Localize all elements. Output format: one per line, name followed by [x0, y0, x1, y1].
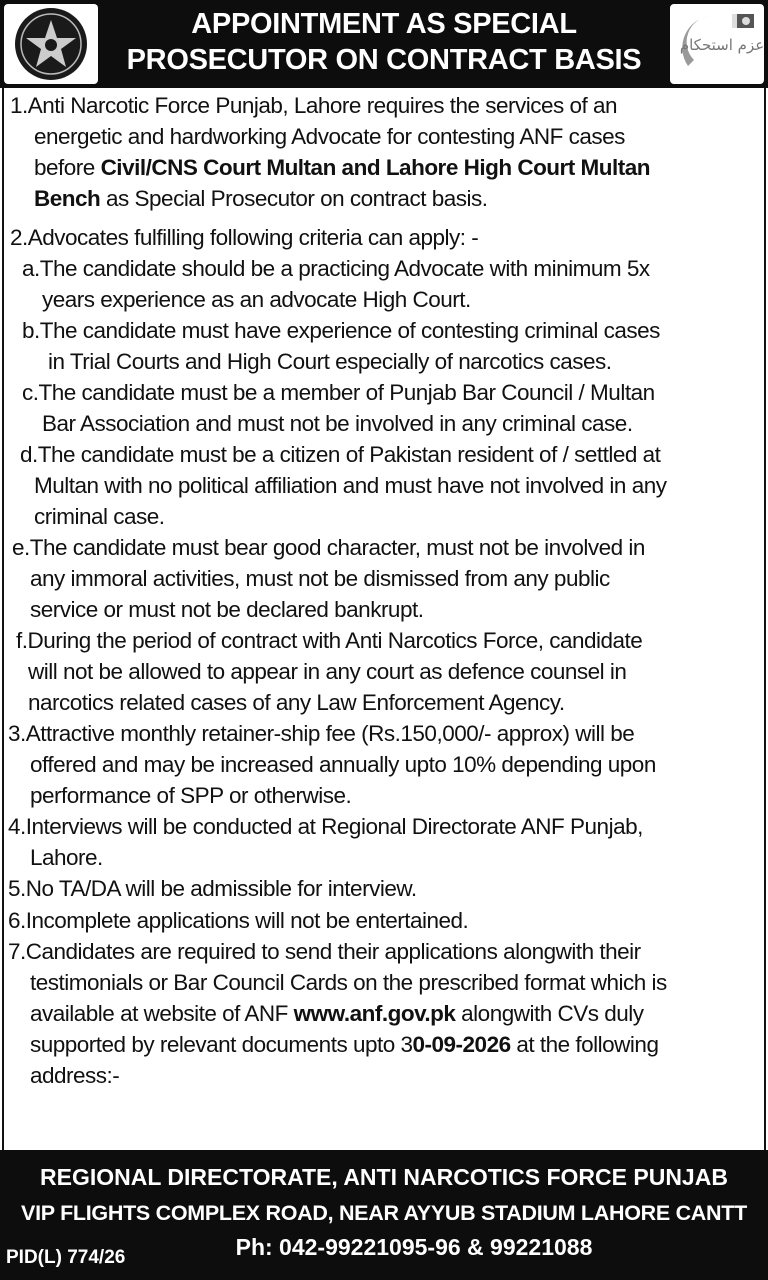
paragraph-6: 6.Incomplete applications will not be entertained. — [8, 908, 469, 933]
paragraph-1: 1.Anti Narcotic Force Punjab, Lahore requires the services of an energetic and hardworking Advocate for contesting ANF cases before Civil/CNS Court Multan and Lahore High Court Multan Bench as Special Prosecutor on contract basis. — [10, 93, 651, 211]
criterion-e: e.The candidate must bear good character, must not be involved in any immoral activities, must not be dismissed from any public service or must not be declared bankrupt. — [12, 535, 645, 622]
anf-emblem-icon — [4, 4, 98, 84]
footer-address: VIP FLIGHTS COMPLEX ROAD, NEAR AYYUB STADIUM LAHORE CANTT — [21, 1201, 747, 1225]
page-title — [100, 6, 668, 78]
footer-directorate: REGIONAL DIRECTORATE, ANTI NARCOTICS FORCE PUNJAB — [40, 1164, 728, 1190]
criterion-c: c.The candidate must be a member of Punjab Bar Council / Multan Bar Association and must not be involved in any criminal case. — [22, 380, 655, 436]
logo-urdu-text: عزم استحکام — [679, 36, 764, 54]
paragraph-2: 2.Advocates fulfilling following criteria can apply: - — [10, 225, 479, 250]
criterion-f: f.During the period of contract with Anti Narcotics Force, candidate will not be allowed to appear in any court as defence counsel in narcotics related cases of any Law Enforcement Agency. — [16, 628, 643, 715]
criterion-d: d.The candidate must be a citizen of Pakistan resident of / settled at Multan with no political affiliation and must have not involved in any criminal case. — [20, 442, 667, 529]
criterion-b: b.The candidate must have experience of contesting criminal cases in Trial Courts and High Court especially of narcotics cases. — [22, 318, 660, 374]
paragraph-5: 5.No TA/DA will be admissible for interview. — [8, 876, 417, 901]
footer-phone: Ph: 042-99221095-96 & 99221088 — [235, 1234, 593, 1260]
header-banner — [0, 0, 768, 88]
paragraph-4: 4.Interviews will be conducted at Regional Directorate ANF Punjab, Lahore. — [8, 814, 643, 870]
pid-number: PID(L) 774/26 — [6, 1247, 126, 1268]
anf-website: www.anf.gov.pk — [293, 1001, 456, 1026]
title-line-2: PROSECUTOR ON CONTRACT BASIS — [126, 44, 642, 76]
notice-body — [2, 88, 766, 1150]
paragraph-3: 3.Attractive monthly retainer-ship fee (Rs.150,000/- approx) will be offered and may be increased annually upto 10% depending upon performance of SPP or otherwise. — [8, 721, 656, 808]
footer-address-block — [0, 1150, 768, 1280]
paragraph-7: 7.Candidates are required to send their applications alongwith their testimonials or Bar Council Cards on the prescribed format which is available at website of ANF www.anf.gov.pk alongwith CVs duly supported by relevant documents upto 30-09-2026 at the following address:- — [8, 939, 667, 1088]
title-line-1: APPOINTMENT AS SPECIAL — [191, 8, 577, 40]
deadline-date: 0-09-2026 — [412, 1032, 511, 1057]
criterion-a: a.The candidate should be a practicing Advocate with minimum 5x years experience as an advocate High Court. — [22, 256, 650, 312]
azm-istehkam-logo — [670, 4, 764, 84]
